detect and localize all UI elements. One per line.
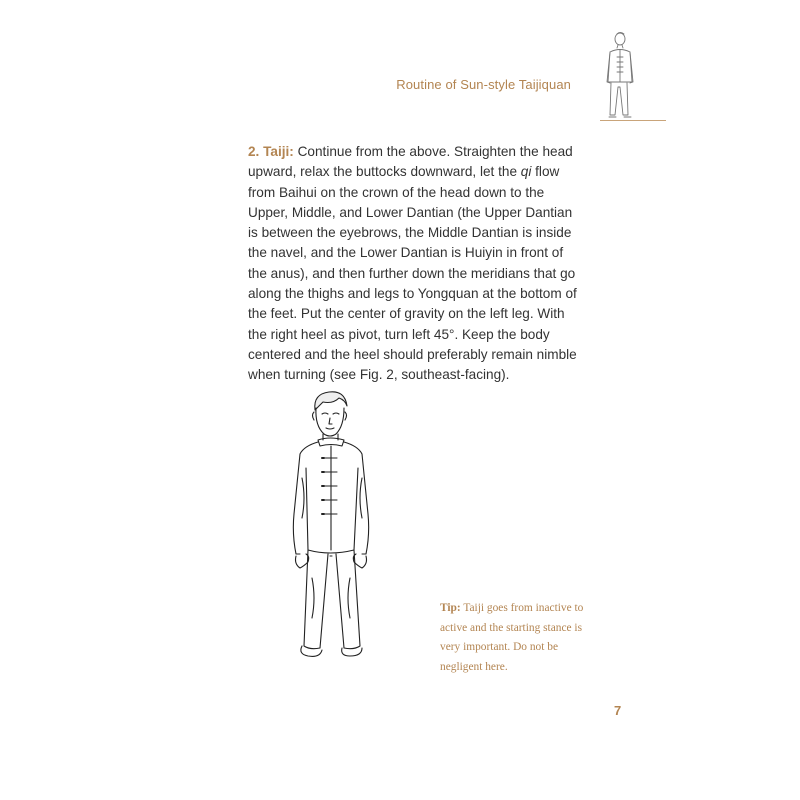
paragraph-text-part-1: Continue from the above. Straighten the head upward, relax the buttocks downward, let the	[248, 144, 573, 180]
instruction-paragraph	[248, 142, 578, 386]
tip-note	[440, 599, 590, 678]
italic-term: qi	[520, 164, 532, 180]
header-rule	[600, 120, 666, 121]
paragraph-text-part-2: flow from Baihui on the crown of the head down to the Upper, Middle, and Lower Dantian (the Upper Dantian is between the eyebrows, the Middle Dantian is inside the navel, and the Lower Dantian is Huiyin in front of the anus), and then further down the meridians that go along the thighs and legs to Yongquan at the bottom of the feet. Put the center of gravity on the left leg. With the right heel as pivot, turn left 45°. Keep the body centered and the heel should preferably remain nimble when turning (see Fig. 2, southeast-facing).	[248, 164, 577, 383]
page-number: 7	[614, 703, 622, 718]
tip-text: Taiji goes from inactive to active and the starting stance is very important. Do not be negligent here.	[440, 602, 584, 674]
header-figure-illustration	[598, 30, 670, 125]
standing-man-illustration	[282, 388, 392, 673]
tip-label: Tip:	[440, 602, 461, 614]
running-head: Routine of Sun-style Taijiquan	[396, 77, 571, 92]
step-heading: 2. Taiji:	[248, 144, 294, 159]
